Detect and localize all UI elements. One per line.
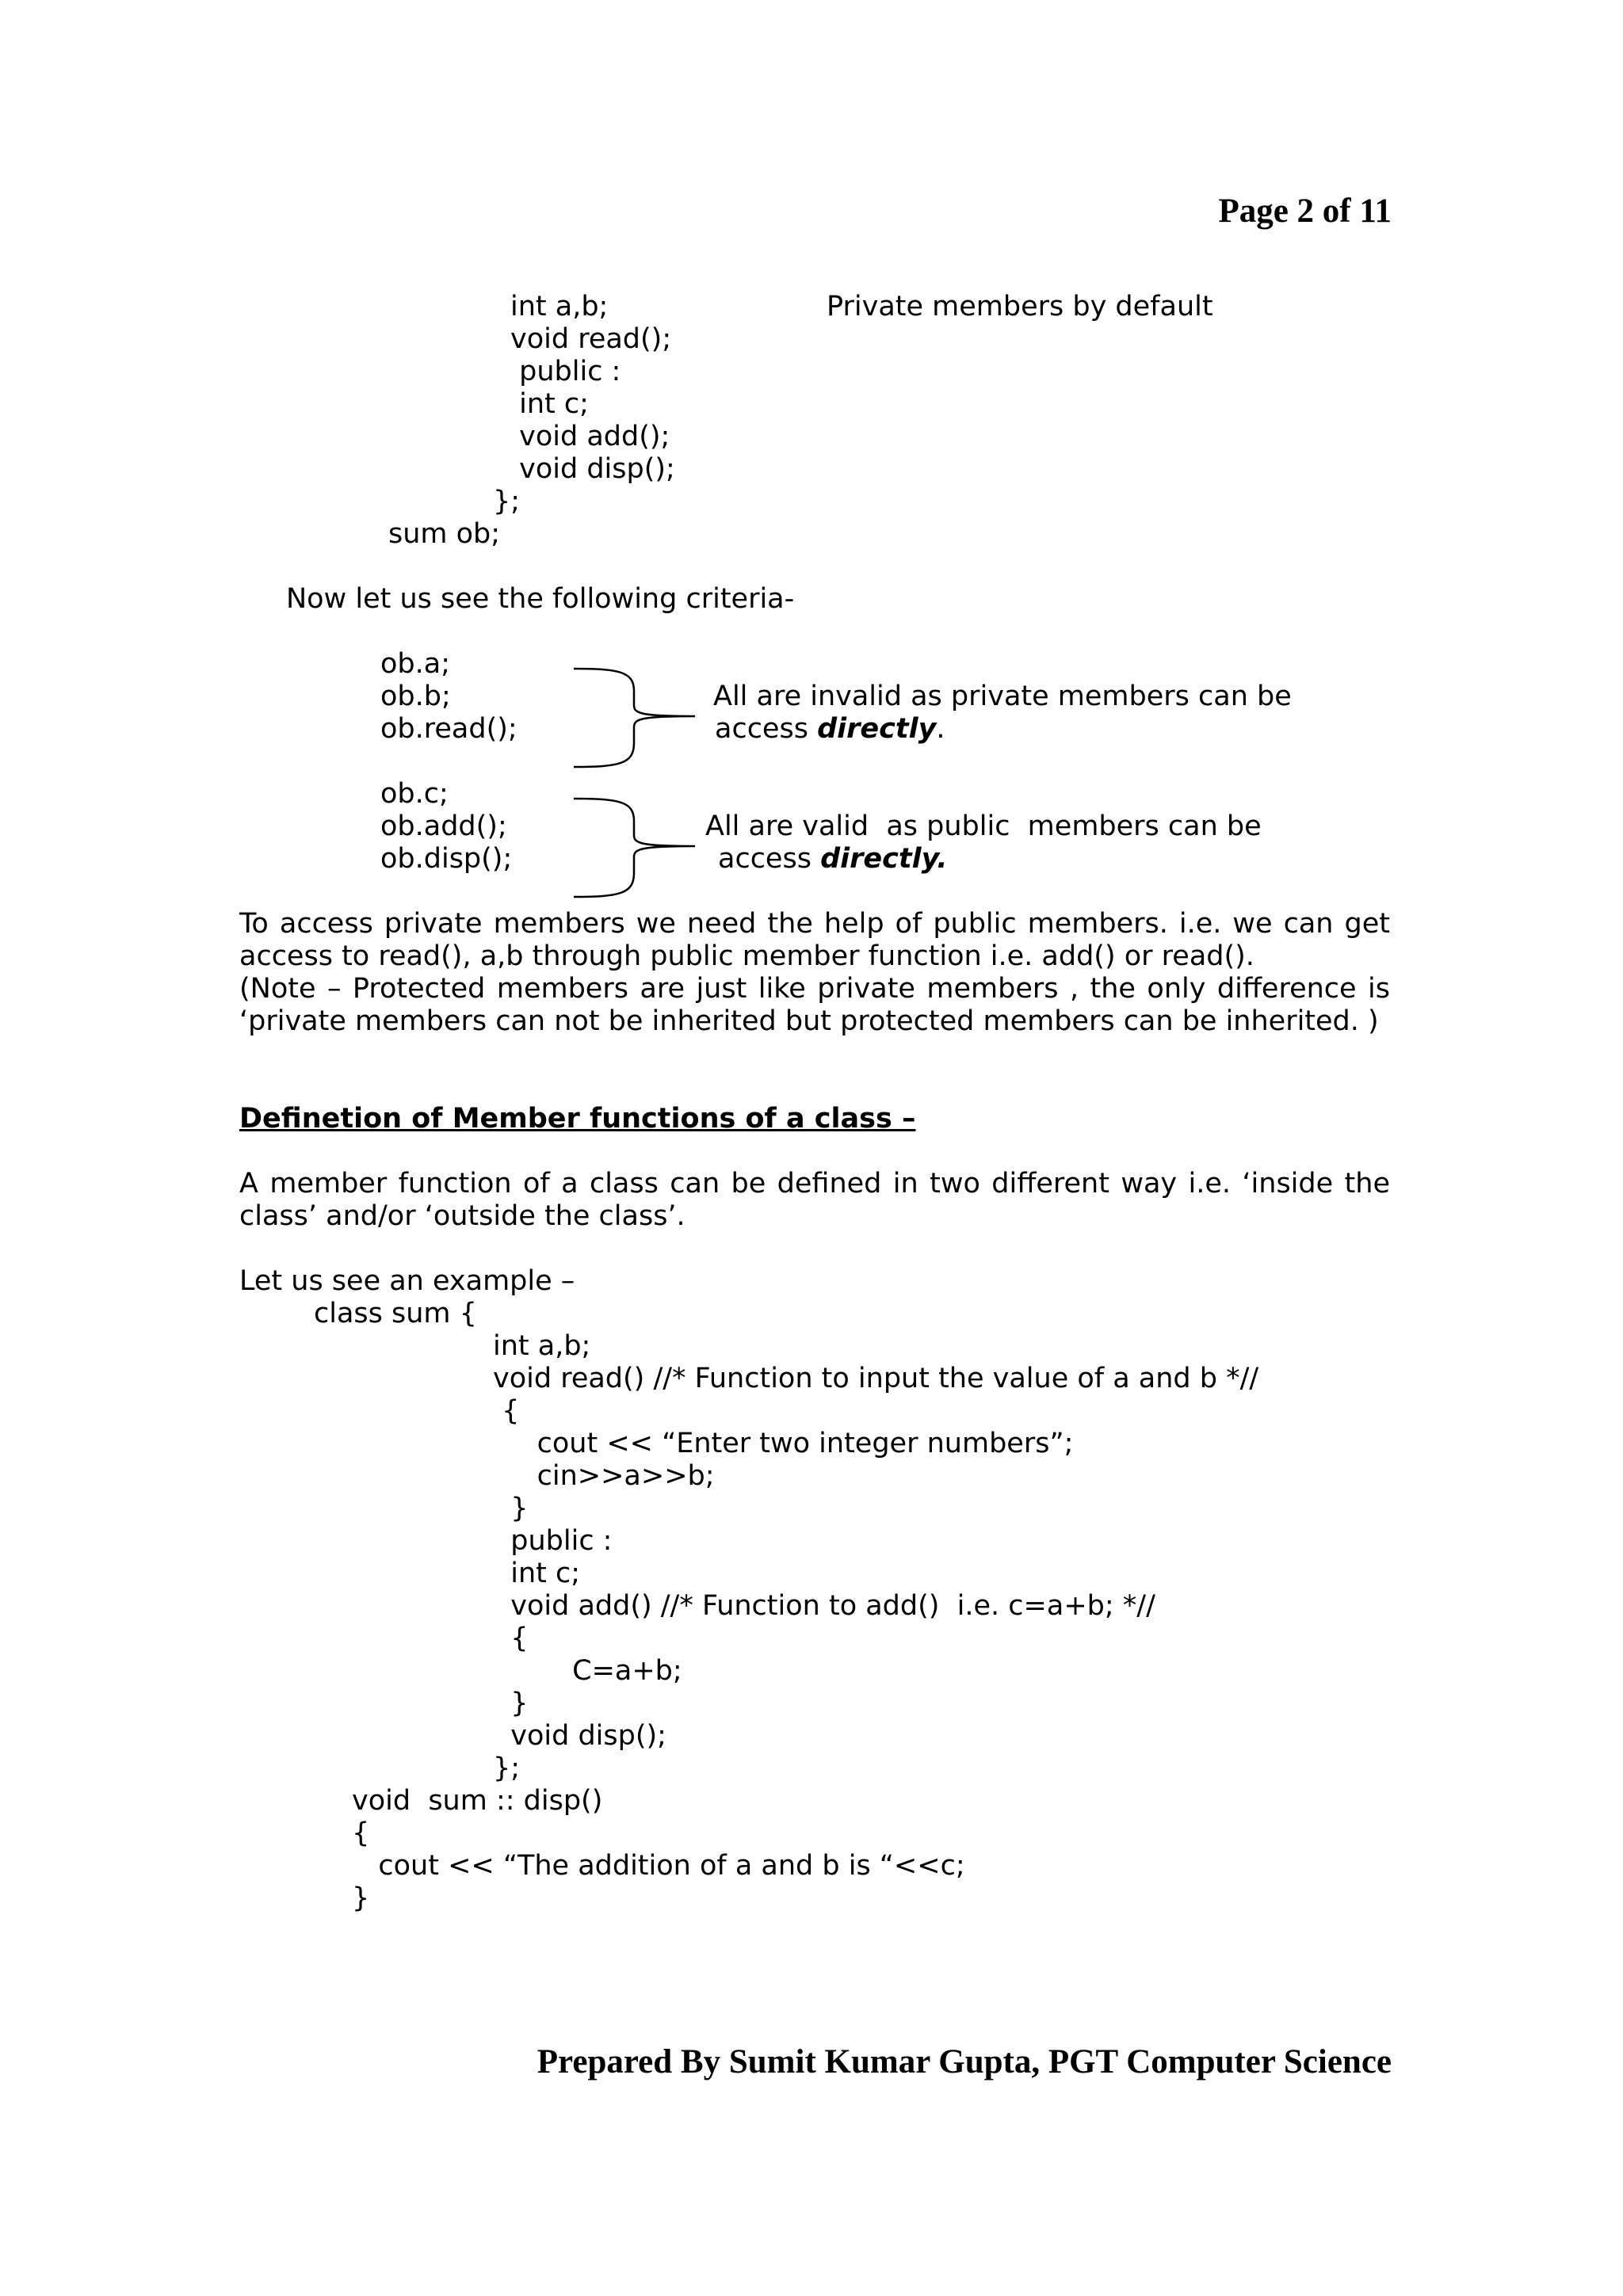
code-line: int c;: [510, 388, 589, 420]
code-line: int a,b;: [493, 1330, 591, 1362]
section-heading: Definetion of Member functions of a class –: [239, 1103, 916, 1135]
example-intro: Let us see an example –: [239, 1265, 575, 1297]
code-line: void disp();: [510, 453, 675, 485]
code-line: };: [493, 486, 521, 517]
invalid-note-line1: All are invalid as private members can be: [713, 681, 1292, 712]
code-line: {: [493, 1623, 529, 1654]
code-line: ob.a;: [380, 648, 450, 680]
code-line: }: [493, 1493, 529, 1524]
code-line: }: [493, 1688, 529, 1719]
code-line: }: [352, 1882, 370, 1914]
code-line: public :: [493, 1525, 613, 1557]
criteria-intro: Now let us see the following criteria-: [286, 583, 795, 615]
code-line: ob.read();: [380, 713, 517, 745]
invalid-note-line2: access directly.: [715, 713, 945, 745]
right-brace-icon: [572, 667, 699, 770]
page-number: Page 2 of 11: [1218, 193, 1392, 230]
valid-note-line2: access directly.: [718, 843, 948, 875]
note-paragraph: (Note – Protected members are just like private members , the only difference is ‘private members can not be inherited but protected members can be inherited. ): [239, 973, 1390, 1037]
code-line: void read() //* Function to input the value of a and b *//: [493, 1363, 1259, 1394]
code-line: int a,b;: [510, 291, 609, 322]
code-line: ob.add();: [380, 810, 507, 842]
access-paragraph: To access private members we need the help of public members. i.e. we can get access to read(), a,b through public member function i.e. add() or read().: [239, 908, 1390, 972]
code-line: ob.disp();: [380, 843, 513, 875]
code-line: void add();: [510, 421, 670, 452]
code-line: void read();: [510, 323, 672, 355]
code-line: void disp();: [493, 1720, 666, 1752]
definition-paragraph: A member function of a class can be defined in two different way i.e. ‘inside the class’ and/or ‘outside the class’.: [239, 1168, 1390, 1232]
emphasis-directly: directly: [817, 713, 937, 745]
valid-note-line1: All are valid as public members can be: [705, 810, 1262, 842]
footer-credit: Prepared By Sumit Kumar Gupta, PGT Computer Science: [537, 2043, 1392, 2081]
object-declaration: sum ob;: [388, 518, 501, 550]
code-line: cout << “Enter two integer numbers”;: [493, 1428, 1074, 1459]
code-line: class sum {: [314, 1298, 477, 1329]
code-line: cin>>a>>b;: [493, 1460, 715, 1492]
code-line: };: [493, 1753, 521, 1784]
code-line: void sum :: disp(): [352, 1785, 603, 1817]
private-default-note: Private members by default: [827, 291, 1213, 322]
code-line: {: [493, 1395, 520, 1427]
emphasis-directly: directly.: [820, 843, 948, 875]
code-line: int c;: [493, 1558, 581, 1589]
code-line: public :: [510, 356, 621, 387]
code-line: ob.c;: [380, 778, 449, 810]
right-brace-icon: [572, 797, 699, 900]
code-line: {: [352, 1817, 370, 1849]
code-line: ob.b;: [380, 681, 451, 712]
code-line: void add() //* Function to add() i.e. c=a+b; *//: [493, 1590, 1155, 1622]
code-line: cout << “The addition of a and b is “<<c;: [352, 1850, 965, 1882]
code-line: C=a+b;: [493, 1655, 682, 1687]
